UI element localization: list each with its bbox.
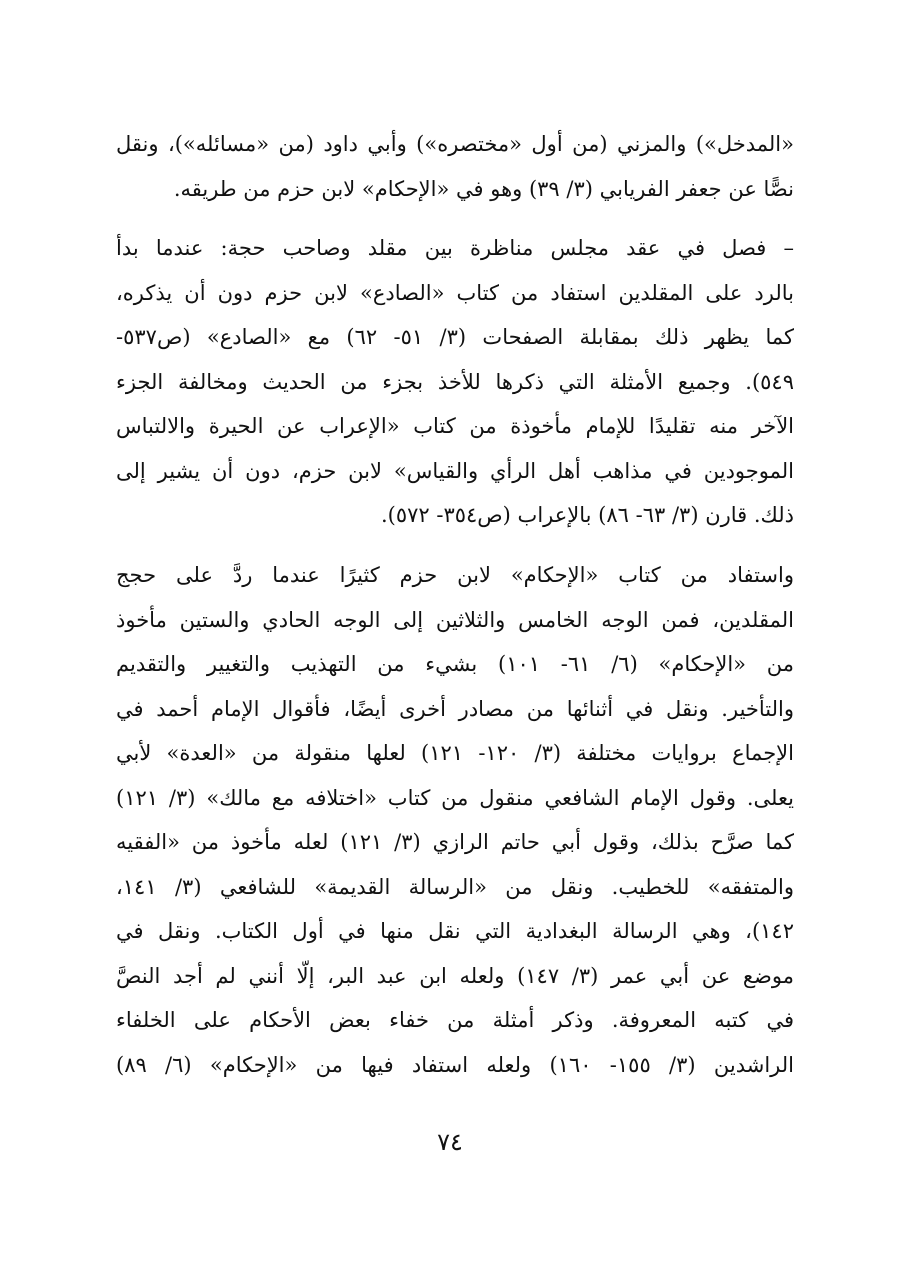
text-line: ذلك. قارن (٣/ ٦٣- ٨٦) بالإعراب (ص٣٥٤- ٥٧٢). — [380, 503, 794, 527]
text-line: «المدخل») والمزني (من أول «مختصره») وأبي داود (من «مسائله»)، ونقل — [116, 132, 794, 156]
text-line: ١٤٢)، وهي الرسالة البغدادية التي نقل منها في أول الكتاب. ونقل في — [116, 919, 794, 943]
text-line: والمتفقه» للخطيب. ونقل من «الرسالة القديمة» للشافعي (٣/ ١٤١، — [116, 874, 794, 899]
paragraph-2 — [116, 226, 794, 538]
text-line: كما صرَّح بذلك، وقول أبي حاتم الرازي (٣/ ١٢١) لعله مأخوذ من «الفقيه — [116, 830, 794, 854]
text-line: نصًّا عن جعفر الفريابي (٣/ ٣٩) وهو في «الإحكام» لابن حزم من طريقه. — [173, 176, 794, 201]
text-line: الآخر منه تقليدًا للإمام مأخوذة من كتاب «الإعراب عن الحيرة والالتباس — [116, 414, 794, 438]
text-line: في كتبه المعروفة. وذكر أمثلة من خفاء بعض الأحكام على الخلفاء — [116, 1008, 794, 1032]
text-line: الإجماع بروايات مختلفة (٣/ ١٢٠- ١٢١) لعلها منقولة من «العدة» لأبي — [116, 741, 794, 765]
text-line: ٥٤٩). وجميع الأمثلة التي ذكرها للأخذ بجزء من الحديث ومخالفة الجزء — [116, 369, 794, 394]
text-line: الراشدين (٣/ ١٥٥- ١٦٠) ولعله استفاد فيها من «الإحكام» (٦/ ٨٩) — [116, 1052, 794, 1077]
paragraph-1 — [116, 122, 794, 211]
text-line: من «الإحكام» (٦/ ٦١- ١٠١) بشيء من التهذيب والتغيير والتقديم — [116, 652, 794, 676]
text-line: واستفاد من كتاب «الإحكام» لابن حزم كثيرًا عندما ردَّ على حجج — [116, 563, 794, 587]
text-line: الموجودين في مذاهب أهل الرأي والقياس» لابن حزم، دون أن يشير إلى — [116, 458, 794, 483]
text-line: المقلدين، فمن الوجه الخامس والثلاثين إلى الوجه الحادي والستين مأخوذ — [116, 607, 794, 632]
paragraph-3 — [116, 553, 794, 1087]
text-line: بالرد على المقلدين استفاد من كتاب «الصادع» لابن حزم دون أن يذكره، — [116, 280, 794, 305]
page-number: ٧٤ — [437, 1128, 463, 1156]
text-line: – فصل في عقد مجلس مناظرة بين مقلد وصاحب حجة: عندما بدأ — [116, 236, 794, 260]
text-line: يعلى. وقول الإمام الشافعي منقول من كتاب «اختلافه مع مالك» (٣/ ١٢١) — [116, 785, 794, 810]
text-line: والتأخير. ونقل في أثنائها من مصادر أخرى أيضًا، فأقوال الإمام أحمد في — [116, 696, 794, 721]
text-line: كما يظهر ذلك بمقابلة الصفحات (٣/ ٥١- ٦٢) مع «الصادع» (ص٥٣٧- — [116, 325, 794, 349]
text-line: موضع عن أبي عمر (٣/ ١٤٧) ولعله ابن عبد البر، إلّا أنني لم أجد النصَّ — [116, 963, 794, 988]
